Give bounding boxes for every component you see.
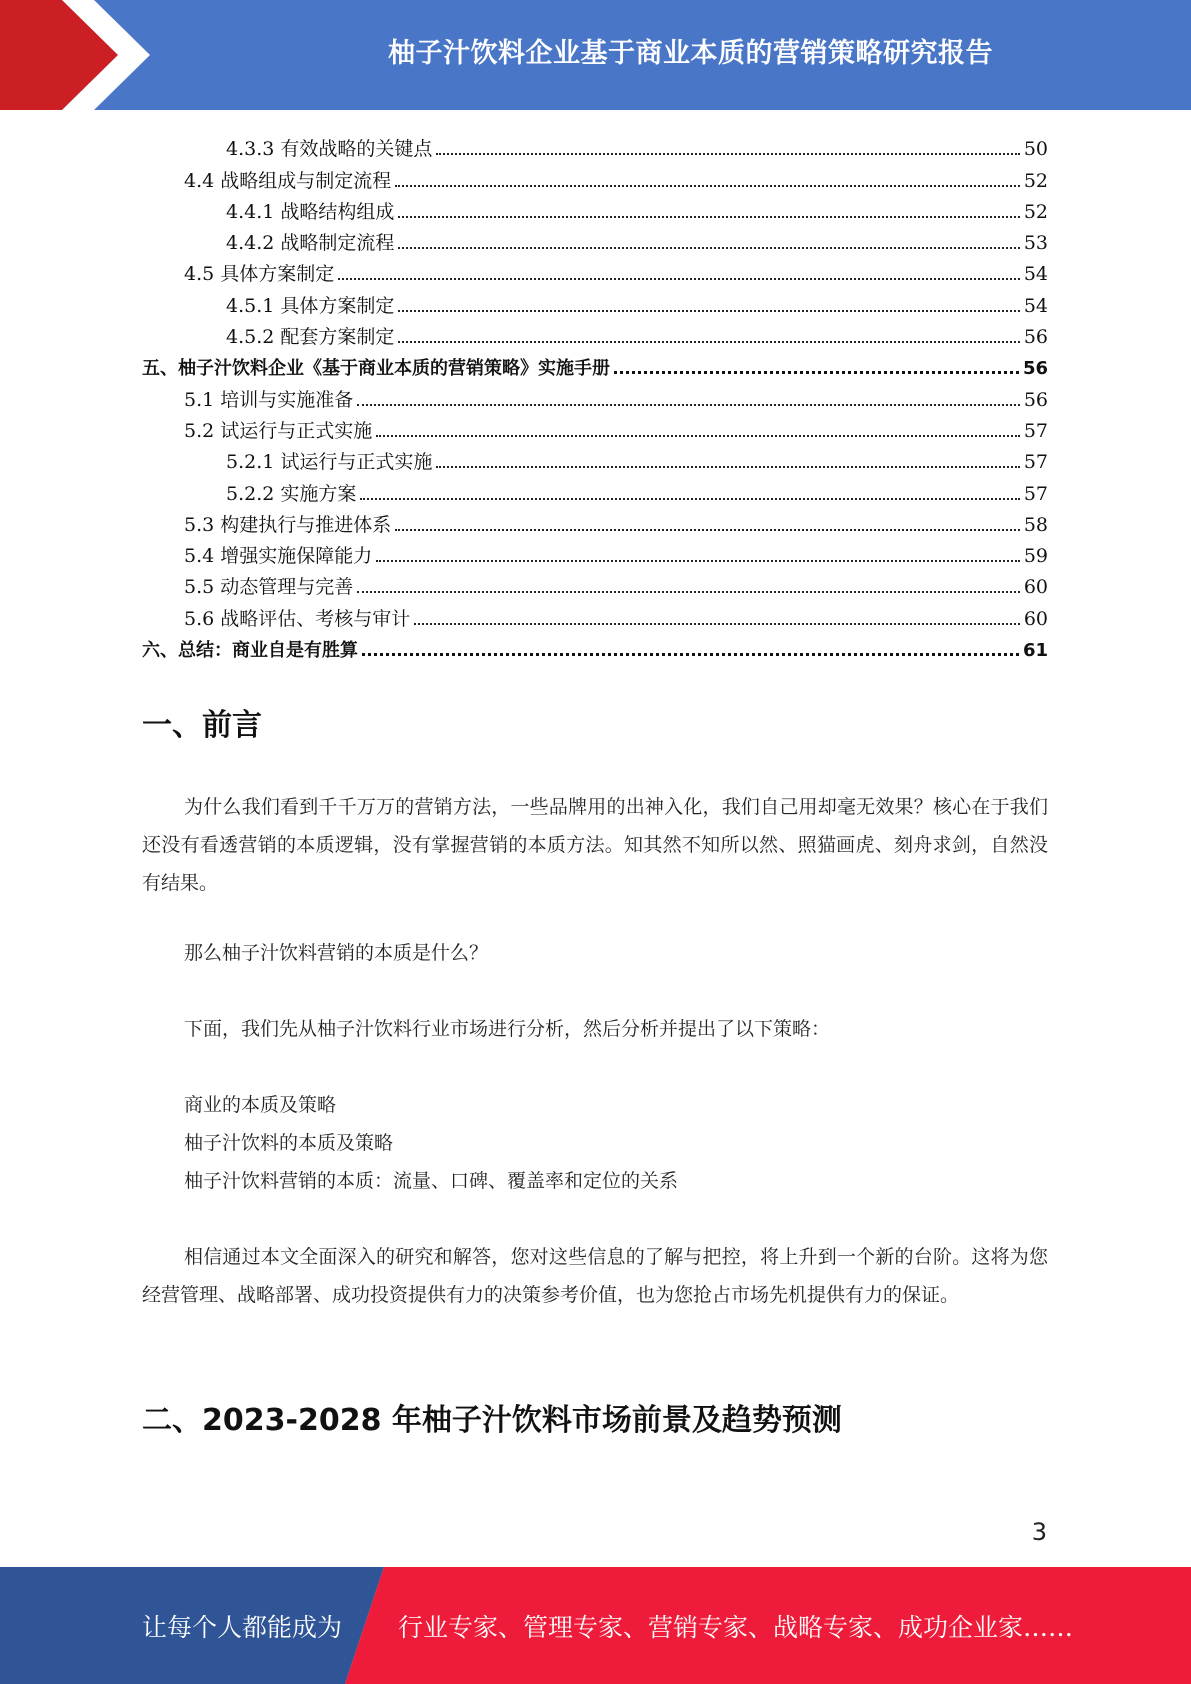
- header-title: 柚子汁饮料企业基于商业本质的营销策略研究报告: [388, 37, 993, 69]
- toc-entry-label: 5.3 构建执行与推进体系: [184, 513, 392, 536]
- toc-entry-label: 5.1 培训与实施准备: [184, 388, 354, 411]
- toc-entry-label: 5.2.2 实施方案: [226, 482, 357, 505]
- toc-dot-leader: [398, 247, 1019, 249]
- toc-entry-page: 50: [1023, 138, 1048, 161]
- toc-dot-leader: [395, 185, 1020, 187]
- toc-entry[interactable]: [142, 535, 1048, 566]
- toc-dot-leader: [414, 623, 1020, 625]
- toc-dot-leader: [436, 466, 1019, 468]
- toc-entry-page: 61: [1022, 640, 1048, 662]
- toc-entry-page: 56: [1023, 326, 1048, 349]
- strategy-list-item: 柚子汁饮料营销的本质：流量、口碑、覆盖率和定位的关系: [184, 1170, 679, 1192]
- toc-dot-leader: [436, 153, 1019, 155]
- toc-dot-leader: [376, 435, 1020, 437]
- toc-entry-page: 56: [1022, 358, 1048, 380]
- toc-entry-label: 五、柚子汁饮料企业《基于商业本质的营销策略》实施手册: [142, 358, 610, 380]
- toc-entry-label: 六、总结：商业自是有胜算: [142, 640, 358, 662]
- page-header: [0, 0, 1191, 110]
- toc-entry-page: 60: [1023, 576, 1048, 599]
- toc-entry-label: 4.4.1 战略结构组成: [226, 200, 395, 223]
- strategy-list-item: 商业的本质及策略: [184, 1094, 337, 1116]
- toc-dot-leader: [398, 216, 1019, 218]
- toc-entry[interactable]: [142, 378, 1048, 409]
- toc-entry-label: 4.4 战略组成与制定流程: [184, 169, 392, 192]
- toc-entry-page: 57: [1023, 419, 1048, 442]
- toc-entry[interactable]: [142, 597, 1048, 628]
- toc-entry[interactable]: [142, 441, 1048, 472]
- toc-entry-label: 5.6 战略评估、考核与审计: [184, 607, 411, 630]
- toc-dot-leader: [614, 371, 1019, 374]
- table-of-contents: [142, 128, 1048, 660]
- toc-entry-page: 56: [1023, 388, 1048, 411]
- page-number: 3: [1031, 1518, 1047, 1546]
- strategy-list-item: 柚子汁饮料的本质及策略: [184, 1132, 394, 1154]
- toc-entry[interactable]: [142, 159, 1048, 190]
- toc-entry[interactable]: [142, 566, 1048, 597]
- toc-entry[interactable]: [142, 222, 1048, 253]
- section-heading-market-forecast: 二、2023-2028 年柚子汁饮料市场前景及趋势预测: [142, 1403, 842, 1438]
- toc-entry[interactable]: [142, 316, 1048, 347]
- toc-entry-page: 58: [1023, 513, 1048, 536]
- toc-entry[interactable]: [142, 253, 1048, 284]
- toc-entry-page: 53: [1023, 232, 1048, 255]
- page-footer: [0, 1567, 1191, 1684]
- toc-dot-leader: [362, 653, 1019, 656]
- toc-entry[interactable]: [142, 347, 1048, 378]
- toc-entry[interactable]: [142, 629, 1048, 660]
- toc-entry-page: 52: [1023, 200, 1048, 223]
- toc-entry-page: 57: [1023, 482, 1048, 505]
- toc-entry-page: 60: [1023, 607, 1048, 630]
- footer-slogan-right: 行业专家、管理专家、营销专家、战略专家、成功企业家……: [398, 1612, 1074, 1642]
- preface-paragraph-2: 那么柚子汁饮料营销的本质是什么？: [184, 942, 489, 964]
- toc-entry-label: 4.5.1 具体方案制定: [226, 294, 395, 317]
- toc-entry[interactable]: [142, 504, 1048, 535]
- toc-dot-leader: [357, 591, 1020, 593]
- toc-dot-leader: [398, 310, 1019, 312]
- toc-entry-label: 5.2 试运行与正式实施: [184, 419, 373, 442]
- preface-paragraph-1: 为什么我们看到千千万万的营销方法，一些品牌用的出神入化，我们自己用却毫无效果？核心在于我们还没有看透营销的本质逻辑，没有掌握营销的本质方法。知其然不知所以然、照猫画虎、刻舟求剑，自然没有结果。: [142, 796, 1048, 894]
- toc-dot-leader: [338, 278, 1020, 280]
- preface-paragraph-4: 相信通过本文全面深入的研究和解答，您对这些信息的了解与把控，将上升到一个新的台阶。这将为您经营管理、战略部署、成功投资提供有力的决策参考价值，也为您抢占市场先机提供有力的保证。: [142, 1246, 1048, 1306]
- toc-entry-label: 4.4.2 战略制定流程: [226, 232, 395, 255]
- section-heading-preface: 一、前言: [142, 708, 262, 743]
- toc-entry-label: 4.3.3 有效战略的关键点: [226, 138, 433, 161]
- toc-entry[interactable]: [142, 284, 1048, 315]
- toc-entry-label: 4.5.2 配套方案制定: [226, 326, 395, 349]
- toc-entry-label: 4.5 具体方案制定: [184, 263, 335, 286]
- toc-entry-label: 5.2.1 试运行与正式实施: [226, 451, 433, 474]
- toc-dot-leader: [376, 560, 1020, 562]
- toc-entry-label: 5.4 增强实施保障能力: [184, 545, 373, 568]
- toc-dot-leader: [360, 498, 1019, 500]
- preface-paragraph-3: 下面，我们先从柚子汁饮料行业市场进行分析，然后分析并提出了以下策略：: [184, 1018, 831, 1040]
- toc-dot-leader: [395, 529, 1020, 531]
- toc-dot-leader: [398, 341, 1019, 343]
- toc-entry-page: 59: [1023, 545, 1048, 568]
- toc-entry-page: 54: [1023, 263, 1048, 286]
- toc-entry-label: 5.5 动态管理与完善: [184, 576, 354, 599]
- toc-entry-page: 52: [1023, 169, 1048, 192]
- toc-entry[interactable]: [142, 410, 1048, 441]
- toc-dot-leader: [357, 404, 1020, 406]
- toc-entry-page: 54: [1023, 294, 1048, 317]
- toc-entry[interactable]: [142, 472, 1048, 503]
- footer-slogan-left: 让每个人都能成为: [142, 1612, 343, 1642]
- toc-entry-page: 57: [1023, 451, 1048, 474]
- toc-entry[interactable]: [142, 128, 1048, 159]
- toc-entry[interactable]: [142, 191, 1048, 222]
